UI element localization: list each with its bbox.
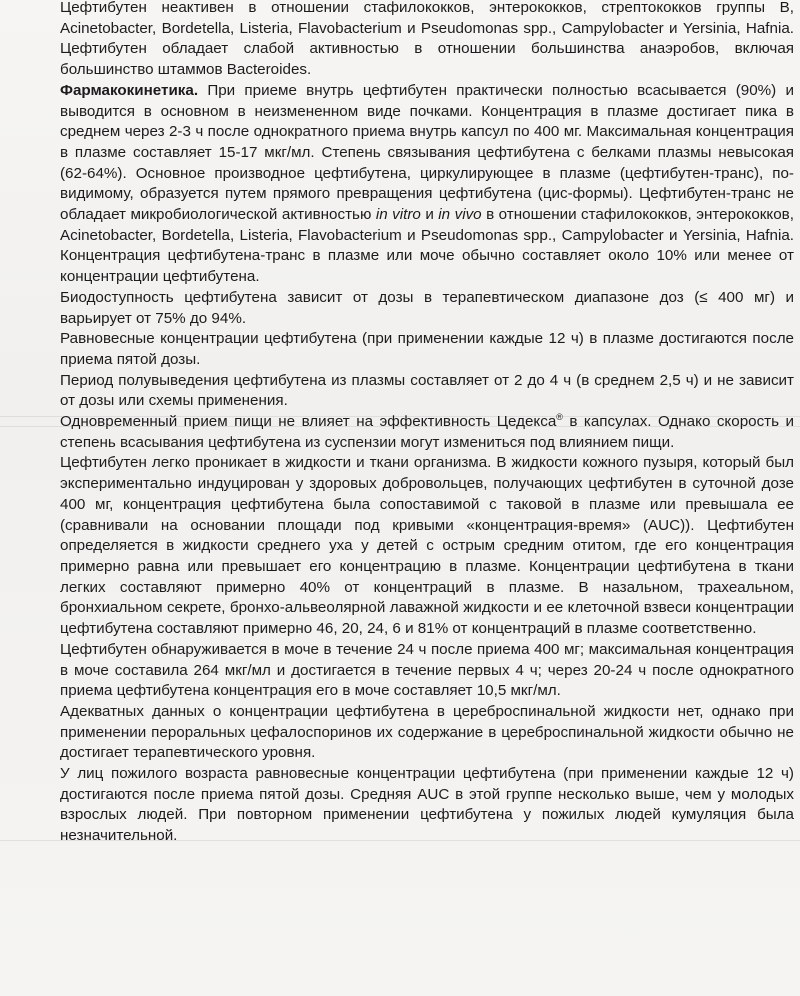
document-body [60, 0, 794, 847]
paragraph-urine [60, 640, 794, 702]
text-run: У лиц пожилого возраста равновесные концентрации цефтибутена (при применении каждые 12 ч) достигаются после приема пятой дозы. Средняя AUC в этой группе несколько выше, чем у молодых взрослых людей. При повторном применении цефтибутена у пожилых людей кумуляция была незначительной. [60, 765, 794, 845]
text-run: в отношении стафилококков, энтерококков, Acinetobacter, Bordetella, Listeria, Flavobacterium и Pseudomonas spp., Campylobacter и Yersinia, Hafnia. Концентрация цефтибутена-транс в плазме или моче обычно составляет около 10% или менее от концентрации цефтибутена. [60, 206, 794, 286]
text-run: Цефтибутен неактивен в отношении стафилококков, энтерококков, стрептококков группы В, Acinetobacter, Bordetella, Listeria, Flavobacterium и Pseudomonas spp., Campylobacter и Yersinia, Hafnia. Цефтибутен обладает слабой активностью в отношении большинства анаэробов, включая большинство штаммов Bacteroides. [60, 0, 794, 79]
italic-term: in vivo [438, 206, 482, 224]
text-run: и [420, 206, 439, 224]
paragraph-food [60, 412, 794, 453]
paragraph-pharmacokinetics [60, 81, 794, 288]
text-run: Цефтибутен обнаруживается в моче в течение 24 ч после приема 400 мг; максимальная концентрация в моче составила 264 мкг/мл и достигается в течение первых 4 ч; через 20-24 ч после однократного приема цефтибутена концентрация его в моче составляет 10,5 мкг/мл. [60, 640, 794, 700]
text-run: в капсулах. Однако скорость и степень всасывания цефтибутена из суспензии могут измениться под влиянием пищи. [60, 413, 794, 451]
text-run: Период полувыведения цефтибутена из плазмы составляет от 2 до 4 ч (в среднем 2,5 ч) и не зависит от дозы или схемы применения. [60, 371, 794, 410]
registered-mark: ® [556, 412, 563, 422]
italic-term: in vitro [375, 206, 421, 224]
text-run: Одновременный прием пищи не влияет на эффективность Цедекса [60, 413, 557, 431]
text-run: При приеме внутрь цефтибутен практически полностью всасывается (90%) и выводится в основном в неизмененном виде почками. Концентрация в плазме достигает пика в среднем через 2-3 ч после однократного приема внутрь капсул по 400 мг. Максимальная концентрация в плазме составляет 15-17 мкг/мл. Степень связывания цефтибутена с белками плазмы невысокая (62-64%). Основное производное цефтибутена, циркулирующее в плазме (цефтибутен-транс), по-видимому, образуется путем прямого превращения цефтибутена (цис-формы). Цефтибутен-транс не обладает микробиологической активностью [60, 81, 794, 224]
text-run: Цефтибутен легко проникает в жидкости и ткани организма. В жидкости кожного пузыря, который был экспериментально индуцирован у здоровых добровольцев, получающих цефтибутен в суточной дозе 400 мг, концентрация цефтибутена была сопоставимой с таковой в плазме или превышала ее (сравнивали на основании площади под кривыми «концентрация-время» (AUC)). Цефтибутен определяется в жидкости среднего уха у детей с острым средним отитом, где его концентрация примерно равна или превышает его концентрацию в плазме. Концентрации цефтибутена в ткани легких составляют примерно 40% от концентраций в плазме. В назальном, трахеальном, бронхиальном секрете, бронхо-альвеолярной лаважной жидкости и ее клеточной взвеси концентрации цефтибутена составляют примерно 46, 20, 24, 6 и 81% от концентраций в плазме соответственно. [60, 454, 794, 638]
text-run: Равновесные концентрации цефтибутена (при применении каждые 12 ч) в плазме достигаются после приема пятой дозы. [60, 330, 794, 368]
paragraph-half-life [60, 371, 794, 412]
section-heading: Фармакокинетика. [60, 81, 199, 99]
text-run: Адекватных данных о концентрации цефтибутена в цереброспинальной жидкости нет, однако при применении пероральных цефалоспоринов их содержание в цереброспинальной жидкости обычно не достигает терапевтического уровня. [60, 702, 794, 762]
paragraph-bioavailability [60, 288, 794, 329]
paragraph-csf [60, 702, 794, 764]
paragraph-antibacterial [60, 0, 794, 81]
paragraph-elderly [60, 764, 794, 847]
text-run: Биодоступность цефтибутена зависит от дозы в терапевтическом диапазоне доз (≤ 400 мг) и варьирует от 75% до 94%. [60, 288, 794, 327]
paragraph-distribution [60, 453, 794, 639]
paragraph-steady-state [60, 329, 794, 370]
